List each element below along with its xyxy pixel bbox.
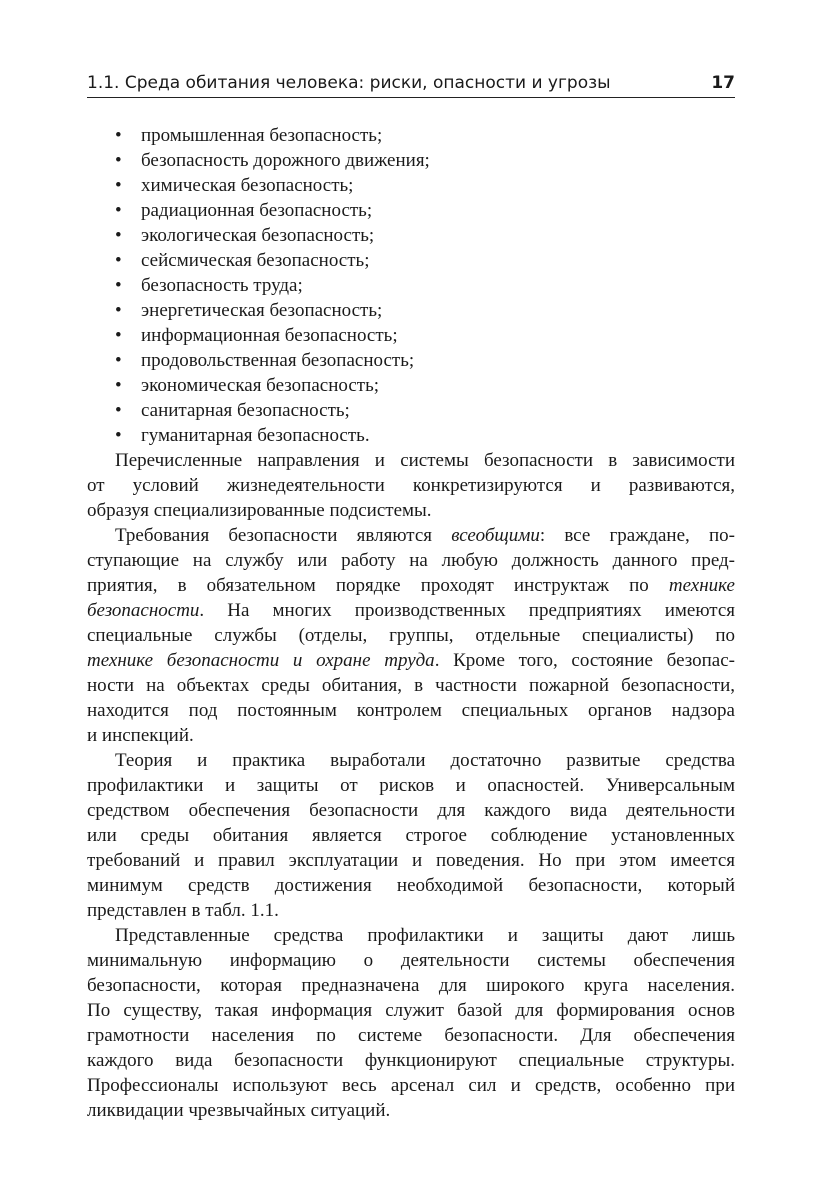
bullet-list-item xyxy=(115,198,735,223)
text-line: и инспекций. xyxy=(87,725,194,746)
text-line: специальные службы (отделы, группы, отдельные специалисты) по xyxy=(87,625,735,646)
paragraph-1 xyxy=(87,448,735,523)
text-line: ступающие на службу или работу на любую должность данного пред- xyxy=(87,550,735,571)
text-run: . Кроме того, состояние безопас- xyxy=(434,650,735,671)
bullet-marker: • xyxy=(115,250,122,271)
bullet-list-item xyxy=(115,323,735,348)
paragraph-4 xyxy=(87,923,735,1123)
bullet-text: безопасность труда; xyxy=(141,275,303,296)
bullet-marker: • xyxy=(115,325,122,346)
bullet-marker: • xyxy=(115,200,122,221)
bullet-text: экологическая безопасность; xyxy=(141,225,375,246)
bullet-marker: • xyxy=(115,175,122,196)
text-line: образуя специализированные подсистемы. xyxy=(87,500,432,521)
text-line: находится под постоянным контролем специальных органов надзора xyxy=(87,700,735,721)
text-line: каждого вида безопасности функционируют специальные структуры. xyxy=(87,1050,735,1071)
text-line xyxy=(87,523,735,548)
bullet-marker: • xyxy=(115,300,122,321)
text-line: требований и правил эксплуатации и поведения. Но при этом имеется xyxy=(87,850,735,871)
text-line: Перечисленные направления и системы безопасности в зависимости xyxy=(115,450,735,471)
text-line: ликвидации чрезвычайных ситуаций. xyxy=(87,1100,391,1121)
text-line: средством обеспечения безопасности для каждого вида деятельности xyxy=(87,800,735,821)
bullet-list-item xyxy=(115,298,735,323)
text-line xyxy=(87,573,735,598)
text-line xyxy=(87,598,735,623)
running-head-title: 1.1. Среда обитания человека: риски, опасности и угрозы xyxy=(87,73,611,93)
text-line: ности на объектах среды обитания, в частности пожарной безопасности, xyxy=(87,675,735,696)
bullet-list-item xyxy=(115,173,735,198)
bullet-list-item xyxy=(115,248,735,273)
text-line xyxy=(87,648,735,673)
bullet-text: радиационная безопасность; xyxy=(141,200,373,221)
bullet-marker: • xyxy=(115,425,122,446)
bullet-list-item xyxy=(115,348,735,373)
bullet-marker: • xyxy=(115,275,122,296)
text-line: Теория и практика выработали достаточно развитые средства xyxy=(115,750,735,771)
text-run: . На многих производственных предприятиях имеются xyxy=(199,600,735,621)
page-number: 17 xyxy=(711,73,735,93)
text-line: Представленные средства профилактики и защиты дают лишь xyxy=(115,925,735,946)
bullet-marker: • xyxy=(115,225,122,246)
bullet-list-item xyxy=(115,373,735,398)
bullet-list-item xyxy=(115,398,735,423)
running-head xyxy=(87,68,735,98)
bullet-list-item xyxy=(115,273,735,298)
bullet-marker: • xyxy=(115,150,122,171)
bullet-list-item xyxy=(115,148,735,173)
bullet-text: продовольственная безопасность; xyxy=(141,350,415,371)
bullet-text: промышленная безопасность; xyxy=(141,125,383,146)
page-body xyxy=(87,123,735,1123)
text-run: : все граждане, по- xyxy=(539,525,735,546)
bullet-text: информационная безопасность; xyxy=(141,325,398,346)
bullet-text: экономическая безопасность; xyxy=(141,375,380,396)
text-line: минимум средств достижения необходимой безопасности, который xyxy=(87,875,735,896)
text-line: безопасности, которая предназначена для широкого круга населения. xyxy=(87,975,735,996)
bullet-marker: • xyxy=(115,350,122,371)
text-line: представлен в табл. 1.1. xyxy=(87,900,279,921)
bullet-text: сейсмическая безопасность; xyxy=(141,250,370,271)
text-line: грамотности населения по системе безопасности. Для обеспечения xyxy=(87,1025,735,1046)
book-page xyxy=(87,0,735,1200)
bullet-text: гуманитарная безопасность. xyxy=(141,425,370,446)
bullet-list-item xyxy=(115,223,735,248)
italic-term: технике xyxy=(668,575,735,596)
bullet-text: химическая безопасность; xyxy=(141,175,354,196)
bullet-list-item xyxy=(115,423,735,448)
text-line: минимальную информацию о деятельности системы обеспечения xyxy=(87,950,735,971)
bullet-marker: • xyxy=(115,375,122,396)
text-line: от условий жизнедеятельности конкретизируются и развиваются, xyxy=(87,475,735,496)
text-line: Профессионалы используют весь арсенал сил и средств, особенно при xyxy=(87,1075,735,1096)
bullet-marker: • xyxy=(115,400,122,421)
bullet-list-item xyxy=(115,123,735,148)
text-line: профилактики и защиты от рисков и опасностей. Универсальным xyxy=(87,775,735,796)
text-run: приятия, в обязательном порядке проходят инструктаж по xyxy=(87,575,669,596)
bullet-text: энергетическая безопасность; xyxy=(141,300,383,321)
text-line: или среды обитания является строгое соблюдение установленных xyxy=(87,825,735,846)
bullet-text: санитарная безопасность; xyxy=(141,400,350,421)
text-line: По существу, такая информация служит базой для формирования основ xyxy=(87,1000,735,1021)
italic-term: всеобщими xyxy=(451,525,540,546)
bullet-text: безопасность дорожного движения; xyxy=(141,150,430,171)
bullet-marker: • xyxy=(115,125,122,146)
italic-term: безопасности xyxy=(87,600,200,621)
italic-term: технике безопасности и охране труда xyxy=(87,650,435,671)
paragraph-3 xyxy=(87,748,735,923)
bullet-list xyxy=(87,123,735,448)
text-run: Требования безопасности являются xyxy=(115,525,452,546)
paragraph-2 xyxy=(87,523,735,748)
